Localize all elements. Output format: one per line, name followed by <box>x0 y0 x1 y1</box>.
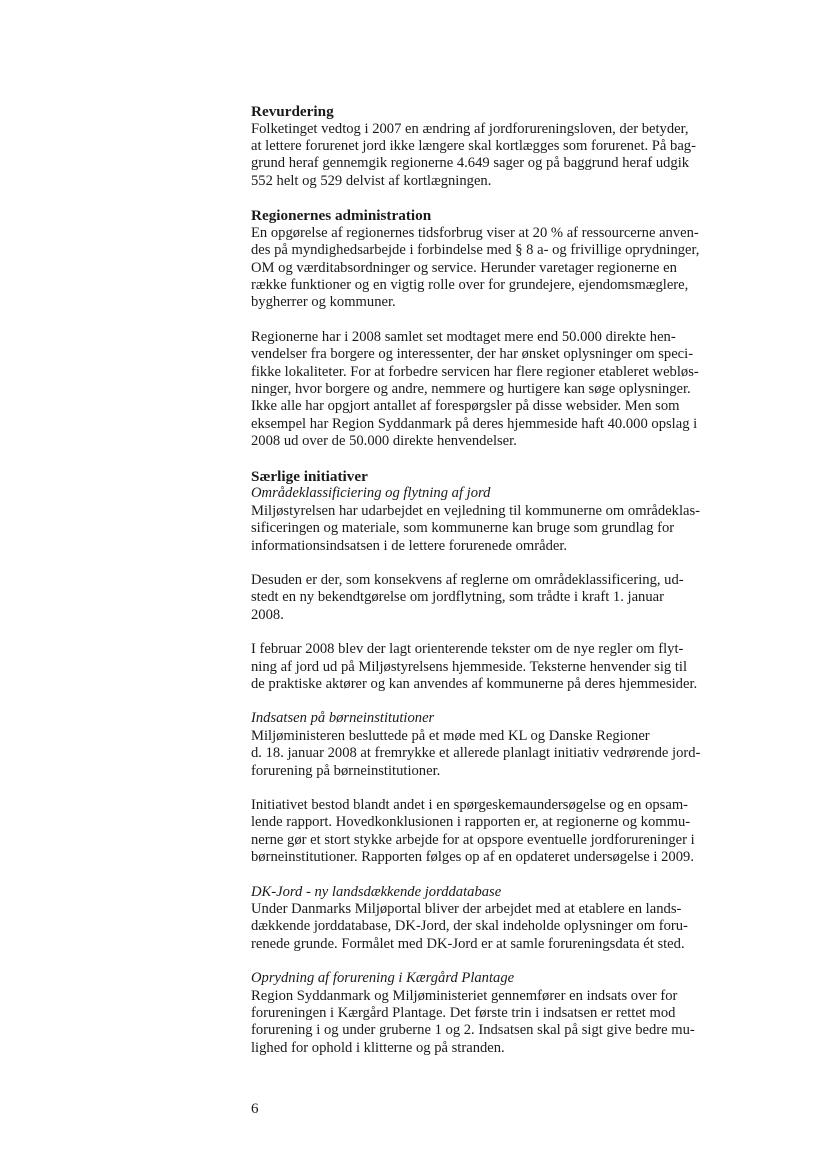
text-line: forurening på børneinstitutioner. <box>251 762 441 779</box>
text-line: dækkende jorddatabase, DK-Jord, der skal indeholde oplysninger om foru- <box>251 918 688 935</box>
subsection-title: Indsatsen på børneinstitutioner <box>251 710 435 727</box>
text-line: 2008 ud over de 50.000 direkte henvendelser. <box>251 433 517 450</box>
text-line: Folketinget vedtog i 2007 en ændring af jordforureningsloven, der betyder, <box>251 120 689 137</box>
paragraph <box>251 797 751 867</box>
text-line: Miljøministeren besluttede på et møde med KL og Danske Regioner <box>251 727 650 744</box>
text-line: fikke lokaliteter. For at forbedre servicen har flere regioner etableret webløs- <box>251 363 699 380</box>
text-line: lighed for ophold i klitterne og på stranden. <box>251 1039 505 1056</box>
subsection-title: DK-Jord - ny landsdækkende jorddatabase <box>251 883 502 900</box>
text-line: Miljøstyrelsen har udarbejdet en vejledning til kommunerne om områdeklas- <box>251 502 701 519</box>
paragraph <box>251 329 751 451</box>
text-line: 552 helt og 529 delvist af kortlægningen. <box>251 172 492 189</box>
text-line: Regionerne har i 2008 samlet set modtaget mere end 50.000 direkte hen- <box>251 328 676 345</box>
text-line: forurening i og under gruberne 1 og 2. Indsatsen skal på sigt give bedre mu- <box>251 1022 695 1039</box>
paragraph <box>251 225 751 312</box>
page-number: 6 <box>251 1101 259 1117</box>
text-line: forureningen i Kærgård Plantage. Det første trin i indsatsen er rettet mod <box>251 1005 676 1022</box>
document-page <box>251 103 751 1057</box>
text-line: vendelser fra borgere og interessenter, der har ønsket oplysninger om speci- <box>251 346 694 363</box>
text-line: nerne gør et stort stykke arbejde for at opspore eventuelle jordforureninger i <box>251 831 695 848</box>
text-line: Ikke alle har opgjort antallet af forespørgsler på disse websider. Men som <box>251 398 680 415</box>
text-line: 2008. <box>251 606 284 623</box>
text-line: En opgørelse af regionernes tidsforbrug viser at 20 % af ressourcerne anven- <box>251 224 699 241</box>
section-regionernes-administration <box>251 207 751 450</box>
text-line: bygherrer og kommuner. <box>251 294 396 311</box>
section-saerlige-initiativer <box>251 468 751 1058</box>
paragraph <box>251 728 751 780</box>
paragraph <box>251 641 751 693</box>
section-heading: Særlige initiativer <box>251 467 368 485</box>
text-line: stedt en ny bekendtgørelse om jordflytning, som trådte i kraft 1. januar <box>251 589 664 606</box>
text-line: Under Danmarks Miljøportal bliver der arbejdet med at etablere en lands- <box>251 901 682 917</box>
text-line: at lettere forurenet jord ikke længere skal kortlægges som forurenet. På bag- <box>251 138 696 154</box>
paragraph <box>251 121 751 191</box>
section-heading: Regionernes administration <box>251 207 432 225</box>
text-line: Initiativet bestod blandt andet i en spørgeskemaundersøgelse og en opsam- <box>251 796 689 813</box>
text-line: lende rapport. Hovedkonklusionen i rapporten er, at regionerne og kommu- <box>251 814 691 831</box>
subsection-title: Oprydning af forurening i Kærgård Plantage <box>251 970 515 987</box>
text-line: des på myndighedsarbejde i forbindelse med § 8 a- og frivillige oprydninger, <box>251 242 700 259</box>
text-line: d. 18. januar 2008 at fremrykke et allerede planlagt initiativ vedrørende jord- <box>251 745 701 762</box>
text-line: informationsindsatsen i de lettere forurenede områder. <box>251 537 568 554</box>
paragraph <box>251 572 751 624</box>
paragraph <box>251 503 751 555</box>
text-line: de praktiske aktører og kan anvendes af kommunerne på deres hjemmesider. <box>251 675 698 692</box>
text-line: eksempel har Region Syddanmark på deres hjemmeside haft 40.000 opslag i <box>251 415 698 432</box>
text-line: OM og værditabsordninger og service. Herunder varetager regionerne en <box>251 259 677 276</box>
text-line: ning af jord ud på Miljøstyrelsens hjemmeside. Teksterne henvender sig til <box>251 658 688 675</box>
section-heading: Revurdering <box>251 103 334 120</box>
text-line: Region Syddanmark og Miljøministeriet gennemfører en indsats over for <box>251 987 678 1004</box>
subsection-title: Områdeklassificiering og flytning af jord <box>251 485 491 502</box>
paragraph <box>251 988 751 1058</box>
text-line: række funktioner og en vigtig rolle over for grundejere, ejendomsmæglere, <box>251 277 689 294</box>
section-revurdering <box>251 103 751 190</box>
text-line: grund heraf gennemgik regionerne 4.649 sager og på baggrund heraf udgik <box>251 155 690 172</box>
text-line: renede grunde. Formålet med DK-Jord er at samle forureningsdata ét sted. <box>251 935 685 952</box>
text-line: ninger, hvor borgere og andre, nemmere og hurtigere kan søge oplysninger. <box>251 381 691 398</box>
paragraph <box>251 901 751 953</box>
text-line: børneinstitutioner. Rapporten følges op af en opdateret undersøgelse i 2009. <box>251 849 694 866</box>
text-line: sificeringen og materiale, som kommunerne kan bruge som grundlag for <box>251 520 675 537</box>
text-line: I februar 2008 blev der lagt orienterende tekster om de nye regler om flyt- <box>251 641 684 658</box>
text-line: Desuden er der, som konsekvens af reglerne om områdeklassificering, ud- <box>251 571 684 588</box>
